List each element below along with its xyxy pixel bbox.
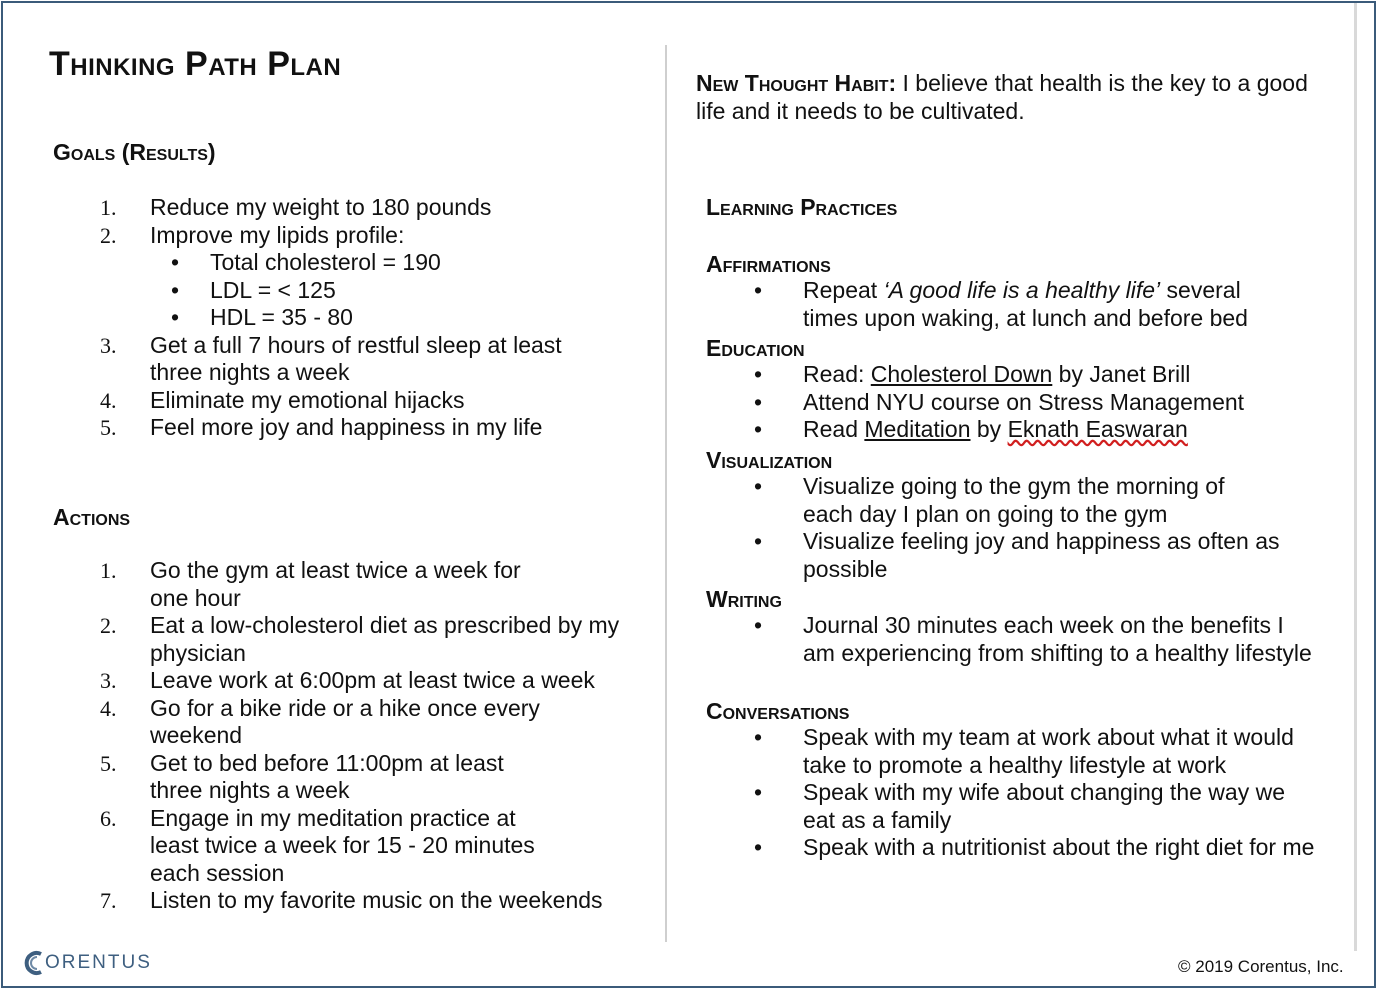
list-item (50, 667, 635, 695)
item-number: 1. (100, 558, 117, 583)
visualization-label: Visualization (706, 447, 833, 473)
education-label: Education (706, 335, 805, 361)
item-text: Speak with my wife about changing the way we eat as a family (803, 779, 1285, 833)
list-item (707, 834, 1317, 862)
item-text: Go for a bike ride or a hike once every weekend (150, 694, 540, 748)
list-item (707, 612, 1317, 667)
item-number: 4. (100, 387, 117, 413)
list-item (50, 557, 555, 612)
lipids-sublist (150, 249, 610, 332)
item-text: Eat a low-cholesterol diet as prescribed by my physician (150, 612, 620, 666)
bullet-icon: • (171, 249, 180, 275)
item-text: Read (803, 416, 865, 442)
item-text: LDL = < 125 (210, 276, 336, 303)
column-divider (665, 45, 667, 942)
item-text: Listen to my favorite music on the weekends (150, 887, 603, 913)
author-name: Eknath Easwaran (1007, 416, 1188, 442)
item-text: Visualize feeling joy and happiness as often as possible (803, 528, 1280, 582)
list-item (50, 332, 610, 387)
item-text: Total cholesterol = 190 (210, 249, 441, 275)
page-edge-shadow (1354, 3, 1357, 951)
list-item (50, 695, 580, 750)
sub-list-item (150, 304, 610, 332)
list-item (50, 750, 540, 805)
list-item (50, 387, 610, 415)
bullet-icon: • (754, 473, 763, 499)
item-number: 3. (100, 332, 117, 358)
new-thought-habit (696, 70, 1336, 125)
list-item (50, 805, 570, 888)
list-item (707, 473, 1233, 528)
page-title: Thinking Path Plan (49, 45, 342, 83)
item-text: Feel more joy and happiness in my life (150, 414, 543, 440)
bullet-icon: • (754, 388, 763, 415)
item-text: Attend NYU course on Stress Management (803, 388, 1245, 415)
bullet-icon: • (754, 834, 763, 860)
actions-list (50, 557, 635, 915)
actions-heading: Actions (53, 504, 131, 530)
habit-label: New Thought Habit: (696, 70, 897, 96)
item-number: 4. (100, 695, 117, 721)
list-item (707, 416, 1317, 444)
affirmations-label: Affirmations (706, 251, 831, 277)
item-text: Get a full 7 hours of restful sleep at least three nights a week (150, 331, 562, 385)
item-text: by Janet Brill (1052, 361, 1191, 387)
item-number: 2. (100, 222, 117, 248)
sub-list-item (150, 277, 610, 305)
sub-list-item (150, 249, 610, 277)
list-item (707, 528, 1317, 583)
goals-list (50, 194, 610, 442)
item-text: Journal 30 minutes each week on the benefits I am experiencing from shifting to a healthy lifestyle (803, 612, 1312, 666)
item-text: Get to bed before 11:00pm at least three nights a week (150, 749, 504, 803)
list-item (50, 414, 610, 442)
learning-practices-heading: Learning Practices (706, 194, 898, 220)
logo-text: ORENTUS (45, 952, 152, 973)
item-number: 5. (100, 415, 117, 440)
list-item (707, 724, 1303, 779)
bullet-icon: • (754, 724, 763, 750)
item-text: Visualize going to the gym the morning of each day I plan on going to the gym (803, 473, 1225, 527)
habit-text: I believe that health is the key to a good life and it needs to be cultivated. (696, 70, 1308, 124)
bullet-icon: • (754, 277, 763, 303)
item-number: 5. (100, 750, 117, 776)
bullet-icon: • (754, 528, 763, 554)
item-number: 3. (100, 668, 117, 693)
item-text: Leave work at 6:00pm at least twice a week (150, 667, 595, 693)
item-text: Go the gym at least twice a week for one hour (150, 557, 521, 611)
item-text: Engage in my meditation practice at least twice a week for 15 - 20 minutes each session (150, 804, 535, 886)
item-text: Eliminate my emotional hijacks (150, 386, 465, 413)
bullet-icon: • (754, 612, 763, 638)
bullet-icon: • (171, 304, 180, 330)
affirmations-list (707, 277, 1317, 332)
item-number: 6. (100, 805, 117, 831)
conversations-list (707, 724, 1317, 862)
bullet-icon: • (171, 276, 180, 303)
conversations-label: Conversations (706, 698, 850, 724)
logo-c-icon (22, 949, 44, 977)
visualization-list (707, 473, 1317, 583)
writing-label: Writing (706, 586, 782, 612)
list-item (50, 887, 635, 915)
item-number: 2. (100, 613, 117, 638)
education-list (707, 361, 1317, 444)
item-text: Improve my lipids profile: (150, 221, 405, 248)
item-text: Speak with a nutritionist about the right diet for me (803, 834, 1315, 860)
item-number: 7. (100, 888, 117, 913)
item-text: by (970, 416, 1008, 442)
item-text: Repeat (803, 277, 884, 303)
book-title: Cholesterol Down (870, 361, 1053, 387)
list-item (50, 222, 610, 332)
bullet-icon: • (754, 361, 763, 387)
list-item (707, 277, 1278, 332)
list-item (707, 361, 1317, 389)
item-text: several times upon waking, at lunch and before bed (803, 277, 1248, 331)
item-text: Speak with my team at work about what it would take to promote a healthy lifestyle at work (803, 724, 1294, 778)
bullet-icon: • (754, 779, 763, 805)
corentus-logo (22, 948, 152, 978)
list-item (50, 194, 610, 222)
affirmation-quote: ‘A good life is a healthy life’ (883, 277, 1161, 303)
list-item (707, 389, 1317, 417)
goals-heading: Goals (Results) (53, 139, 216, 165)
writing-list (707, 612, 1317, 667)
item-text: Reduce my weight to 180 pounds (150, 194, 492, 220)
list-item (707, 779, 1317, 834)
list-item (50, 612, 625, 667)
item-text: HDL = 35 - 80 (210, 304, 353, 330)
book-title: Meditation (864, 416, 971, 442)
item-number: 1. (100, 195, 117, 220)
item-text: Read: (803, 361, 871, 387)
bullet-icon: • (754, 416, 763, 442)
copyright: © 2019 Corentus, Inc. (1178, 957, 1344, 976)
